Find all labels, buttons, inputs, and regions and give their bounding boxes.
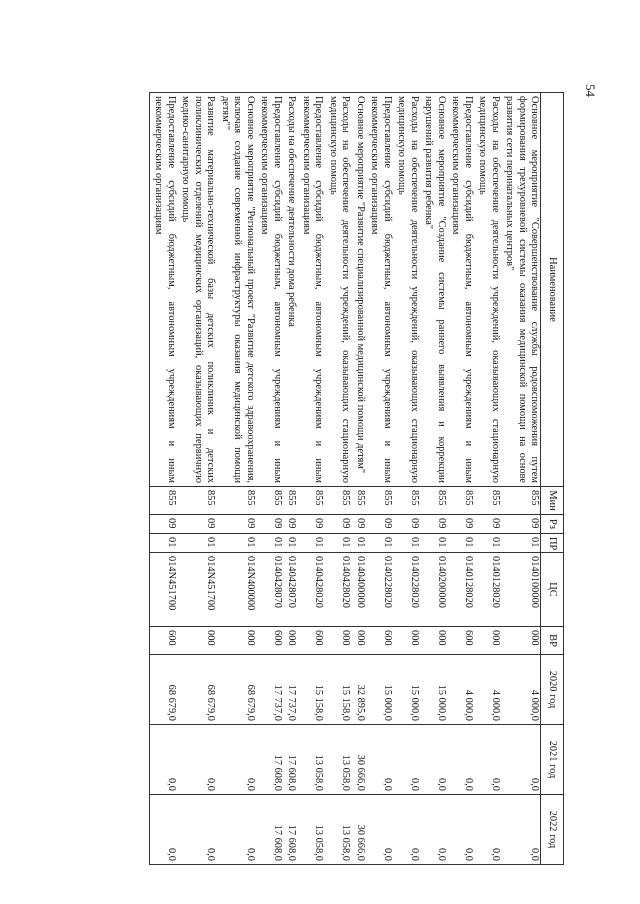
table-row [177,93,216,865]
row-pr: 01 [256,534,283,553]
row-2020: 4 000,0 [447,655,474,725]
row-pr: 01 [474,534,501,553]
table-row [324,93,351,865]
row-rz: 09 [297,515,324,534]
row-2022: 0,0 [366,795,393,865]
row-2022: 30 666,0 [351,795,365,865]
row-name: Расходы на обеспечение деятельности учреждений, оказывающих стационарную медицинскую помощь [324,93,351,487]
row-2022: 0,0 [177,795,216,865]
row-vr: 000 [474,627,501,655]
header-cs: ЦС [541,553,564,627]
row-2020: 15 158,0 [324,655,351,725]
row-cs: 0140228020 [366,553,393,627]
row-pr: 01 [366,534,393,553]
row-2021: 0,0 [501,725,541,795]
table-row [216,93,255,865]
table-row [256,93,283,865]
row-2021: 17 608,0 [256,725,283,795]
row-cs: 014N400000 [216,553,255,627]
row-cs: 0140400000 [351,553,365,627]
row-min: 855 [177,487,216,515]
row-name: Основное мероприятие "Совершенствование службы родовспоможения путем формирования трехуровневой системы оказания медицинской помощи на основе развития сети перинатальных центров" [501,93,541,487]
row-pr: 01 [177,534,216,553]
row-min: 855 [283,487,297,515]
row-rz: 09 [216,515,255,534]
table-row [474,93,501,865]
row-2020: 68 679,0 [216,655,255,725]
header-name: Наименование [541,93,564,487]
row-cs: 0140228020 [393,553,420,627]
row-rz: 09 [324,515,351,534]
row-2021: 0,0 [447,725,474,795]
row-2020: 4 000,0 [501,655,541,725]
row-pr: 01 [351,534,365,553]
row-2022: 17 608,0 [283,795,297,865]
table-row [366,93,393,865]
row-pr: 01 [420,534,447,553]
table-row [501,93,541,865]
row-min: 855 [393,487,420,515]
row-2021: 0,0 [393,725,420,795]
row-2020: 15 000,0 [420,655,447,725]
row-2021: 0,0 [474,725,501,795]
row-name: Расходы на обеспечение деятельности учреждений, оказывающих стационарную медицинскую помощь [474,93,501,487]
row-vr: 600 [256,627,283,655]
header-2021: 2021 год [541,725,564,795]
row-vr: 600 [149,627,176,655]
row-rz: 09 [501,515,541,534]
row-vr: 000 [393,627,420,655]
row-pr: 01 [393,534,420,553]
header-min: Мин [541,487,564,515]
row-name: Расходы на обеспечение деятельности дома ребенка [283,93,297,487]
row-2022: 13 058,0 [324,795,351,865]
row-pr: 01 [501,534,541,553]
row-2020: 17 737,0 [256,655,283,725]
row-vr: 000 [216,627,255,655]
row-name: Основное мероприятие "Региональный проект "Развитие детского здравоохранения, включая создание современной инфраструктуры оказания медицинской помощи детям"" [216,93,255,487]
row-rz: 09 [351,515,365,534]
row-min: 855 [420,487,447,515]
row-cs: 0140428070 [283,553,297,627]
table-row [393,93,420,865]
page-number: 54 [583,84,598,97]
row-pr: 01 [324,534,351,553]
row-cs: 0140428020 [297,553,324,627]
row-pr: 01 [283,534,297,553]
row-rz: 09 [366,515,393,534]
row-min: 855 [324,487,351,515]
row-2022: 0,0 [420,795,447,865]
row-cs: 0140128020 [447,553,474,627]
row-2021: 0,0 [149,725,176,795]
row-min: 855 [501,487,541,515]
row-pr: 01 [297,534,324,553]
row-min: 855 [297,487,324,515]
header-2022: 2022 год [541,795,564,865]
budget-table-sheet [72,92,564,864]
row-2022: 0,0 [447,795,474,865]
row-cs: 014N451700 [177,553,216,627]
row-2020: 15 158,0 [297,655,324,725]
row-2020: 15 000,0 [366,655,393,725]
row-rz: 09 [420,515,447,534]
row-rz: 09 [447,515,474,534]
row-cs: 0140428070 [256,553,283,627]
row-pr: 01 [447,534,474,553]
row-rz: 09 [256,515,283,534]
row-2022: 0,0 [149,795,176,865]
row-name: Предоставление субсидий бюджетным, автономным учреждениям и иным некоммерческим организациям [297,93,324,487]
row-cs: 0140428020 [324,553,351,627]
table-body [149,93,540,865]
table-row [149,93,176,865]
row-min: 855 [216,487,255,515]
row-2022: 0,0 [501,795,541,865]
row-2020: 32 895,0 [351,655,365,725]
row-vr: 000 [501,627,541,655]
table-row [297,93,324,865]
row-2022: 13 058,0 [297,795,324,865]
row-2020: 68 679,0 [177,655,216,725]
header-pr: ПР [541,534,564,553]
row-vr: 600 [447,627,474,655]
row-cs: 0140128020 [474,553,501,627]
row-vr: 000 [324,627,351,655]
table-header-row [541,93,564,865]
row-2022: 0,0 [474,795,501,865]
row-name: Расходы на обеспечение деятельности учреждений, оказывающих стационарную медицинскую помощь [393,93,420,487]
row-cs: 014N451700 [149,553,176,627]
row-2021: 17 608,0 [283,725,297,795]
row-name: Основное мероприятие "Создание системы раннего выявления и коррекции нарушений развития ребенка" [420,93,447,487]
row-2020: 4 000,0 [474,655,501,725]
row-vr: 000 [351,627,365,655]
row-name: Предоставление субсидий бюджетным, автономным учреждениям и иным некоммерческим организациям [149,93,176,487]
row-2022: 0,0 [393,795,420,865]
row-min: 855 [351,487,365,515]
row-2022: 0,0 [216,795,255,865]
header-vr: ВР [541,627,564,655]
row-2020: 15 000,0 [393,655,420,725]
row-2020: 68 679,0 [149,655,176,725]
row-2021: 0,0 [177,725,216,795]
row-rz: 09 [393,515,420,534]
row-name: Развитие материально-технической базы детских поликлиник и детских поликлинических отделений медицинских организаций, оказывающих первичную медико-санитарную помощь [177,93,216,487]
table-row [447,93,474,865]
row-vr: 000 [283,627,297,655]
row-vr: 600 [297,627,324,655]
row-2021: 0,0 [420,725,447,795]
row-min: 855 [256,487,283,515]
row-rz: 09 [283,515,297,534]
row-rz: 09 [474,515,501,534]
row-pr: 01 [149,534,176,553]
row-name: Предоставление субсидий бюджетным, автономным учреждениям и иным некоммерческим организациям [366,93,393,487]
row-vr: 000 [420,627,447,655]
row-min: 855 [447,487,474,515]
row-min: 855 [474,487,501,515]
row-name: Основное мероприятие "Развитие специализированной медицинской помощи детям" [351,93,365,487]
row-name: Предоставление субсидий бюджетным, автономным учреждениям и иным некоммерческим организациям [256,93,283,487]
row-2021: 0,0 [216,725,255,795]
row-cs: 0140200000 [420,553,447,627]
row-pr: 01 [216,534,255,553]
header-rz: Рз [541,515,564,534]
row-2020: 17 737,0 [283,655,297,725]
budget-table [149,92,564,865]
row-vr: 600 [366,627,393,655]
row-min: 855 [149,487,176,515]
row-2021: 13 058,0 [297,725,324,795]
header-2020: 2020 год [541,655,564,725]
row-vr: 000 [177,627,216,655]
row-rz: 09 [177,515,216,534]
row-2021: 0,0 [366,725,393,795]
row-name: Предоставление субсидий бюджетным, автономным учреждениям и иным некоммерческим организациям [447,93,474,487]
row-min: 855 [366,487,393,515]
row-cs: 0140100000 [501,553,541,627]
table-row [283,93,297,865]
row-2022: 17 608,0 [256,795,283,865]
row-rz: 09 [149,515,176,534]
row-2021: 13 058,0 [324,725,351,795]
table-row [420,93,447,865]
row-2021: 30 666,0 [351,725,365,795]
table-row [351,93,365,865]
